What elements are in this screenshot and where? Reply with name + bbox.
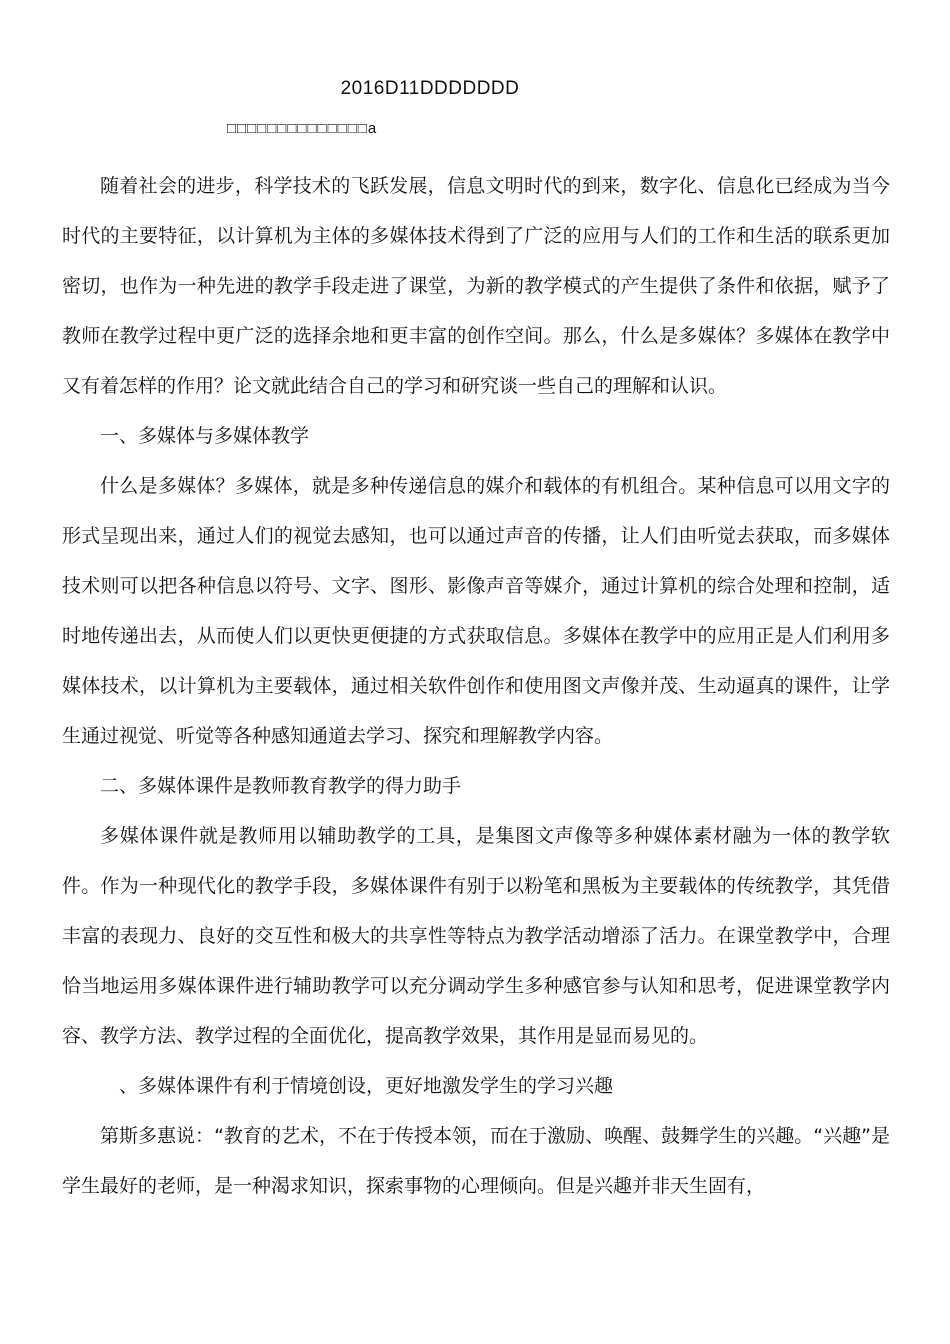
document-body xyxy=(62,161,890,1211)
section-2-paragraph: 多媒体课件就是教师用以辅助教学的工具，是集图文声像等多种媒体素材融为一体的教学软件。作为一种现代化的教学手段，多媒体课件有别于以粉笔和黑板为主要载体的传统教学，其凭借丰富的表现力、良好的交互性和极大的共享性等特点为教学活动增添了活力。在课堂教学中，合理恰当地运用多媒体课件进行辅助教学可以充分调动学生多种感官参与认知和思考，促进课堂教学内容、教学方法、教学过程的全面优化，提高教学效果，其作用是显而易见的。 xyxy=(62,825,890,1047)
section-1-paragraph: 什么是多媒体？多媒体，就是多种传递信息的媒介和载体的有机组合。某种信息可以用文字的形式呈现出来，通过人们的视觉去感知，也可以通过声音的传播，让人们由听觉去获取，而多媒体技术则可以把各种信息以符号、文字、图形、影像声音等媒介，通过计算机的综合处理和控制，适时地传递出去，从而使人们以更快更便捷的方式获取信息。多媒体在教学中的应用正是人们利用多媒体技术，以计算机为主要载体，通过相关软件创作和使用图文声像并茂、生动逼真的课件，让学生通过视觉、听觉等各种感知通道去学习、探究和理解教学内容。 xyxy=(62,475,890,747)
subsection-paragraph: 第斯多惠说：“教育的艺术，不在于传授本领，而在于激励、唤醒、鼓舞学生的兴趣。“兴趣”是学生最好的老师，是一种渴求知识，探索事物的心理倾向。但是兴趣并非天生固有， xyxy=(62,1125,890,1197)
section-heading-1: 一、多媒体与多媒体教学 xyxy=(100,425,310,447)
section-heading-2: 二、多媒体课件是教师教育教学的得力助手 xyxy=(100,775,462,797)
intro-paragraph: 随着社会的进步，科学技术的飞跃发展，信息文明时代的到来，数字化、信息化已经成为当今时代的主要特征，以计算机为主体的多媒体技术得到了广泛的应用与人们的工作和生活的联系更加密切，也作为一种先进的教学手段走进了课堂，为新的教学模式的产生提供了条件和依据，赋予了教师在教学过程中更广泛的选择余地和更丰富的创作空间。那么，什么是多媒体？多媒体在教学中又有着怎样的作用？论文就此结合自己的学习和研究谈一些自己的理解和认识。 xyxy=(62,175,890,397)
document-subtitle: □□□□□□□□□□□□□□a xyxy=(227,120,378,137)
subsection-heading: 、多媒体课件有利于情境创设，更好地激发学生的学习兴趣 xyxy=(119,1075,614,1097)
document-title: 2016D11DDDDDDD xyxy=(340,78,520,99)
